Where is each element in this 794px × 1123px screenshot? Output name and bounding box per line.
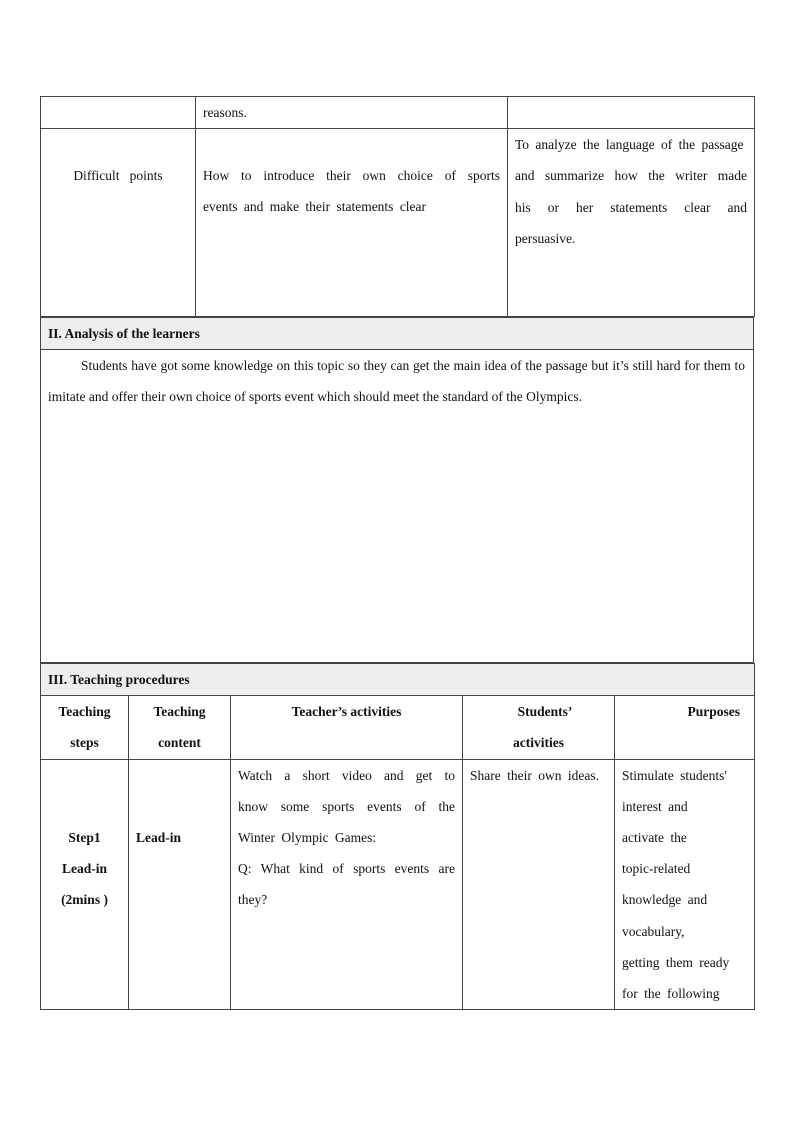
step1-teacher-activity-1: Watch a short video and get to know some sports events of the Winter Olympic Games: — [238, 767, 455, 846]
procedures-table — [40, 663, 755, 1010]
step1-purpose-2: interest and — [622, 798, 688, 814]
learners-heading: II. Analysis of the learners — [41, 318, 753, 349]
difficult-points-description: How to introduce their own choice of sports events and make their statements clear — [203, 168, 500, 215]
step1-students-activity: Share their own ideas. — [470, 767, 599, 783]
step1-purpose-3: activate the — [622, 830, 687, 846]
header-students-1: Students’ — [517, 704, 573, 720]
step1-duration: (2mins ) — [61, 892, 108, 908]
step1-purpose-1: Stimulate students' — [622, 767, 727, 783]
header-purposes: Purposes — [687, 704, 741, 720]
difficult-points-label: Difficult points — [73, 168, 163, 184]
step1-label-2: Lead-in — [61, 860, 107, 876]
difficult-points-objective-2: and summarize how the writer made his or her statements clear and persuasive. — [515, 168, 747, 246]
lesson-plan-page — [40, 96, 754, 1010]
learners-table — [40, 317, 754, 663]
header-teacher: Teacher’s activities — [291, 704, 402, 720]
step1-purpose-6: vocabulary, — [622, 923, 685, 939]
header-students-2: activities — [513, 735, 564, 751]
step1-row — [41, 759, 755, 1010]
reasons-label-cell — [41, 97, 196, 129]
header-content-2: content — [158, 735, 201, 751]
points-table — [40, 96, 755, 317]
reasons-row — [41, 97, 755, 129]
difficult-points-objective-1: To analyze the language of the passage — [515, 137, 744, 153]
difficult-points-row — [41, 129, 755, 317]
step1-content: Lead-in — [136, 829, 182, 845]
header-content-1: Teaching — [153, 704, 206, 720]
header-steps-2: steps — [70, 735, 99, 751]
procedures-header-row — [41, 696, 755, 759]
step1-teacher-activity-2: Q: What kind of sports events are they? — [238, 861, 455, 908]
header-steps-1: Teaching — [58, 704, 111, 720]
reasons-text: reasons. — [203, 105, 247, 120]
step1-purpose-7: getting them ready — [622, 954, 730, 970]
step1-purpose-5: knowledge and — [622, 892, 708, 908]
procedures-heading: III. Teaching procedures — [41, 664, 754, 695]
step1-label-1: Step1 — [68, 829, 101, 845]
step1-purpose-4: topic-related — [622, 861, 691, 877]
step1-purpose-8: for the following — [622, 986, 720, 1002]
learners-text: Students have got some knowledge on this topic so they can get the main idea of the passage but it’s still hard for them to imitate and offer their own choice of sports event which should meet the standard of the Olympics. — [48, 358, 745, 405]
